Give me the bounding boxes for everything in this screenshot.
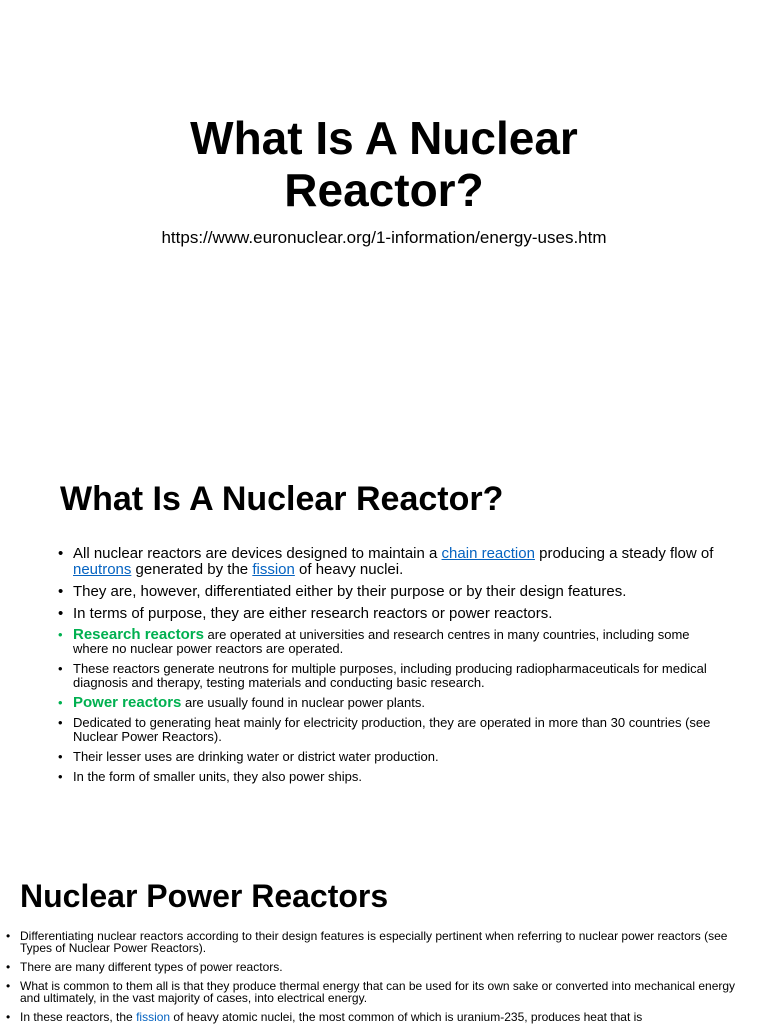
slide-3-bullet-list xyxy=(6,930,746,1024)
list-item xyxy=(58,628,718,656)
list-item xyxy=(58,716,718,744)
list-item xyxy=(6,961,746,973)
fission-link[interactable]: fission xyxy=(136,1010,171,1024)
research-reactors-term: Research reactors xyxy=(73,626,204,643)
list-item xyxy=(6,980,746,1004)
list-item xyxy=(58,546,718,578)
power-reactors-term: Power reactors xyxy=(73,694,182,711)
chain-reaction-link[interactable]: chain reaction xyxy=(441,545,535,562)
bullet-text: In these reactors, the xyxy=(20,1010,137,1024)
bullet-text: generated by the xyxy=(131,561,253,578)
bullet-text: They are, however, differentiated either by their purpose or by their design features. xyxy=(73,583,627,600)
list-item xyxy=(58,770,718,784)
list-item xyxy=(6,1011,746,1023)
slide-1-title-line-2: Reactor? xyxy=(284,164,484,216)
slide-2-title: What Is A Nuclear Reactor? xyxy=(60,480,504,518)
bullet-text: These reactors generate neutrons for multiple purposes, including producing radiopharmaceuticals for medical diagnosis and therapy, testing materials and conducting basic research. xyxy=(73,661,707,690)
list-item xyxy=(58,750,718,764)
bullet-text: Dedicated to generating heat mainly for electricity production, they are operated in more than 30 countries (see Nuclear Power Reactors). xyxy=(73,715,711,744)
slide-1-title xyxy=(0,112,768,216)
slide-3 xyxy=(0,860,768,1024)
slide-2-bullet-list xyxy=(58,546,718,790)
slide-3-title: Nuclear Power Reactors xyxy=(20,878,389,914)
list-item xyxy=(58,662,718,690)
slide-2 xyxy=(0,430,768,860)
bullet-text: of heavy nuclei. xyxy=(294,561,404,578)
bullet-text: producing a steady flow of xyxy=(534,545,714,562)
list-item xyxy=(6,930,746,954)
bullet-text: Their lesser uses are drinking water or district water production. xyxy=(73,749,439,764)
bullet-text: All nuclear reactors are devices designed to maintain a xyxy=(73,545,442,562)
bullet-text: are usually found in nuclear power plants. xyxy=(181,695,425,710)
bullet-text: In terms of purpose, they are either research reactors or power reactors. xyxy=(73,605,553,622)
bullet-text: Differentiating nuclear reactors according to their design features is especially pertinent when referring to nuclear power reactors (see Types of Nuclear Power Reactors). xyxy=(20,929,728,955)
bullet-text: In the form of smaller units, they also power ships. xyxy=(73,769,363,784)
bullet-text: There are many different types of power reactors. xyxy=(20,960,283,974)
slide-1-title-line-1: What Is A Nuclear xyxy=(190,112,578,164)
bullet-text: of heavy atomic nuclei, the most common of which is uranium-235, produces heat that is xyxy=(170,1010,643,1024)
bullet-text: What is common to them all is that they produce thermal energy that can be used for its own sake or converted into mechanical energy and ultimately, in the vast majority of cases, into electrical energy. xyxy=(20,979,736,1005)
list-item xyxy=(58,584,718,600)
slide-1 xyxy=(0,0,768,430)
source-url: https://www.euronuclear.org/1-information/energy-uses.htm xyxy=(161,228,607,247)
bullet-text: are operated at universities and research centres in many countries, including some where no nuclear power reactors are operated. xyxy=(73,627,690,656)
fission-link[interactable]: fission xyxy=(252,561,295,578)
list-item xyxy=(58,696,718,710)
neutrons-link[interactable]: neutrons xyxy=(73,561,132,578)
list-item xyxy=(58,606,718,622)
